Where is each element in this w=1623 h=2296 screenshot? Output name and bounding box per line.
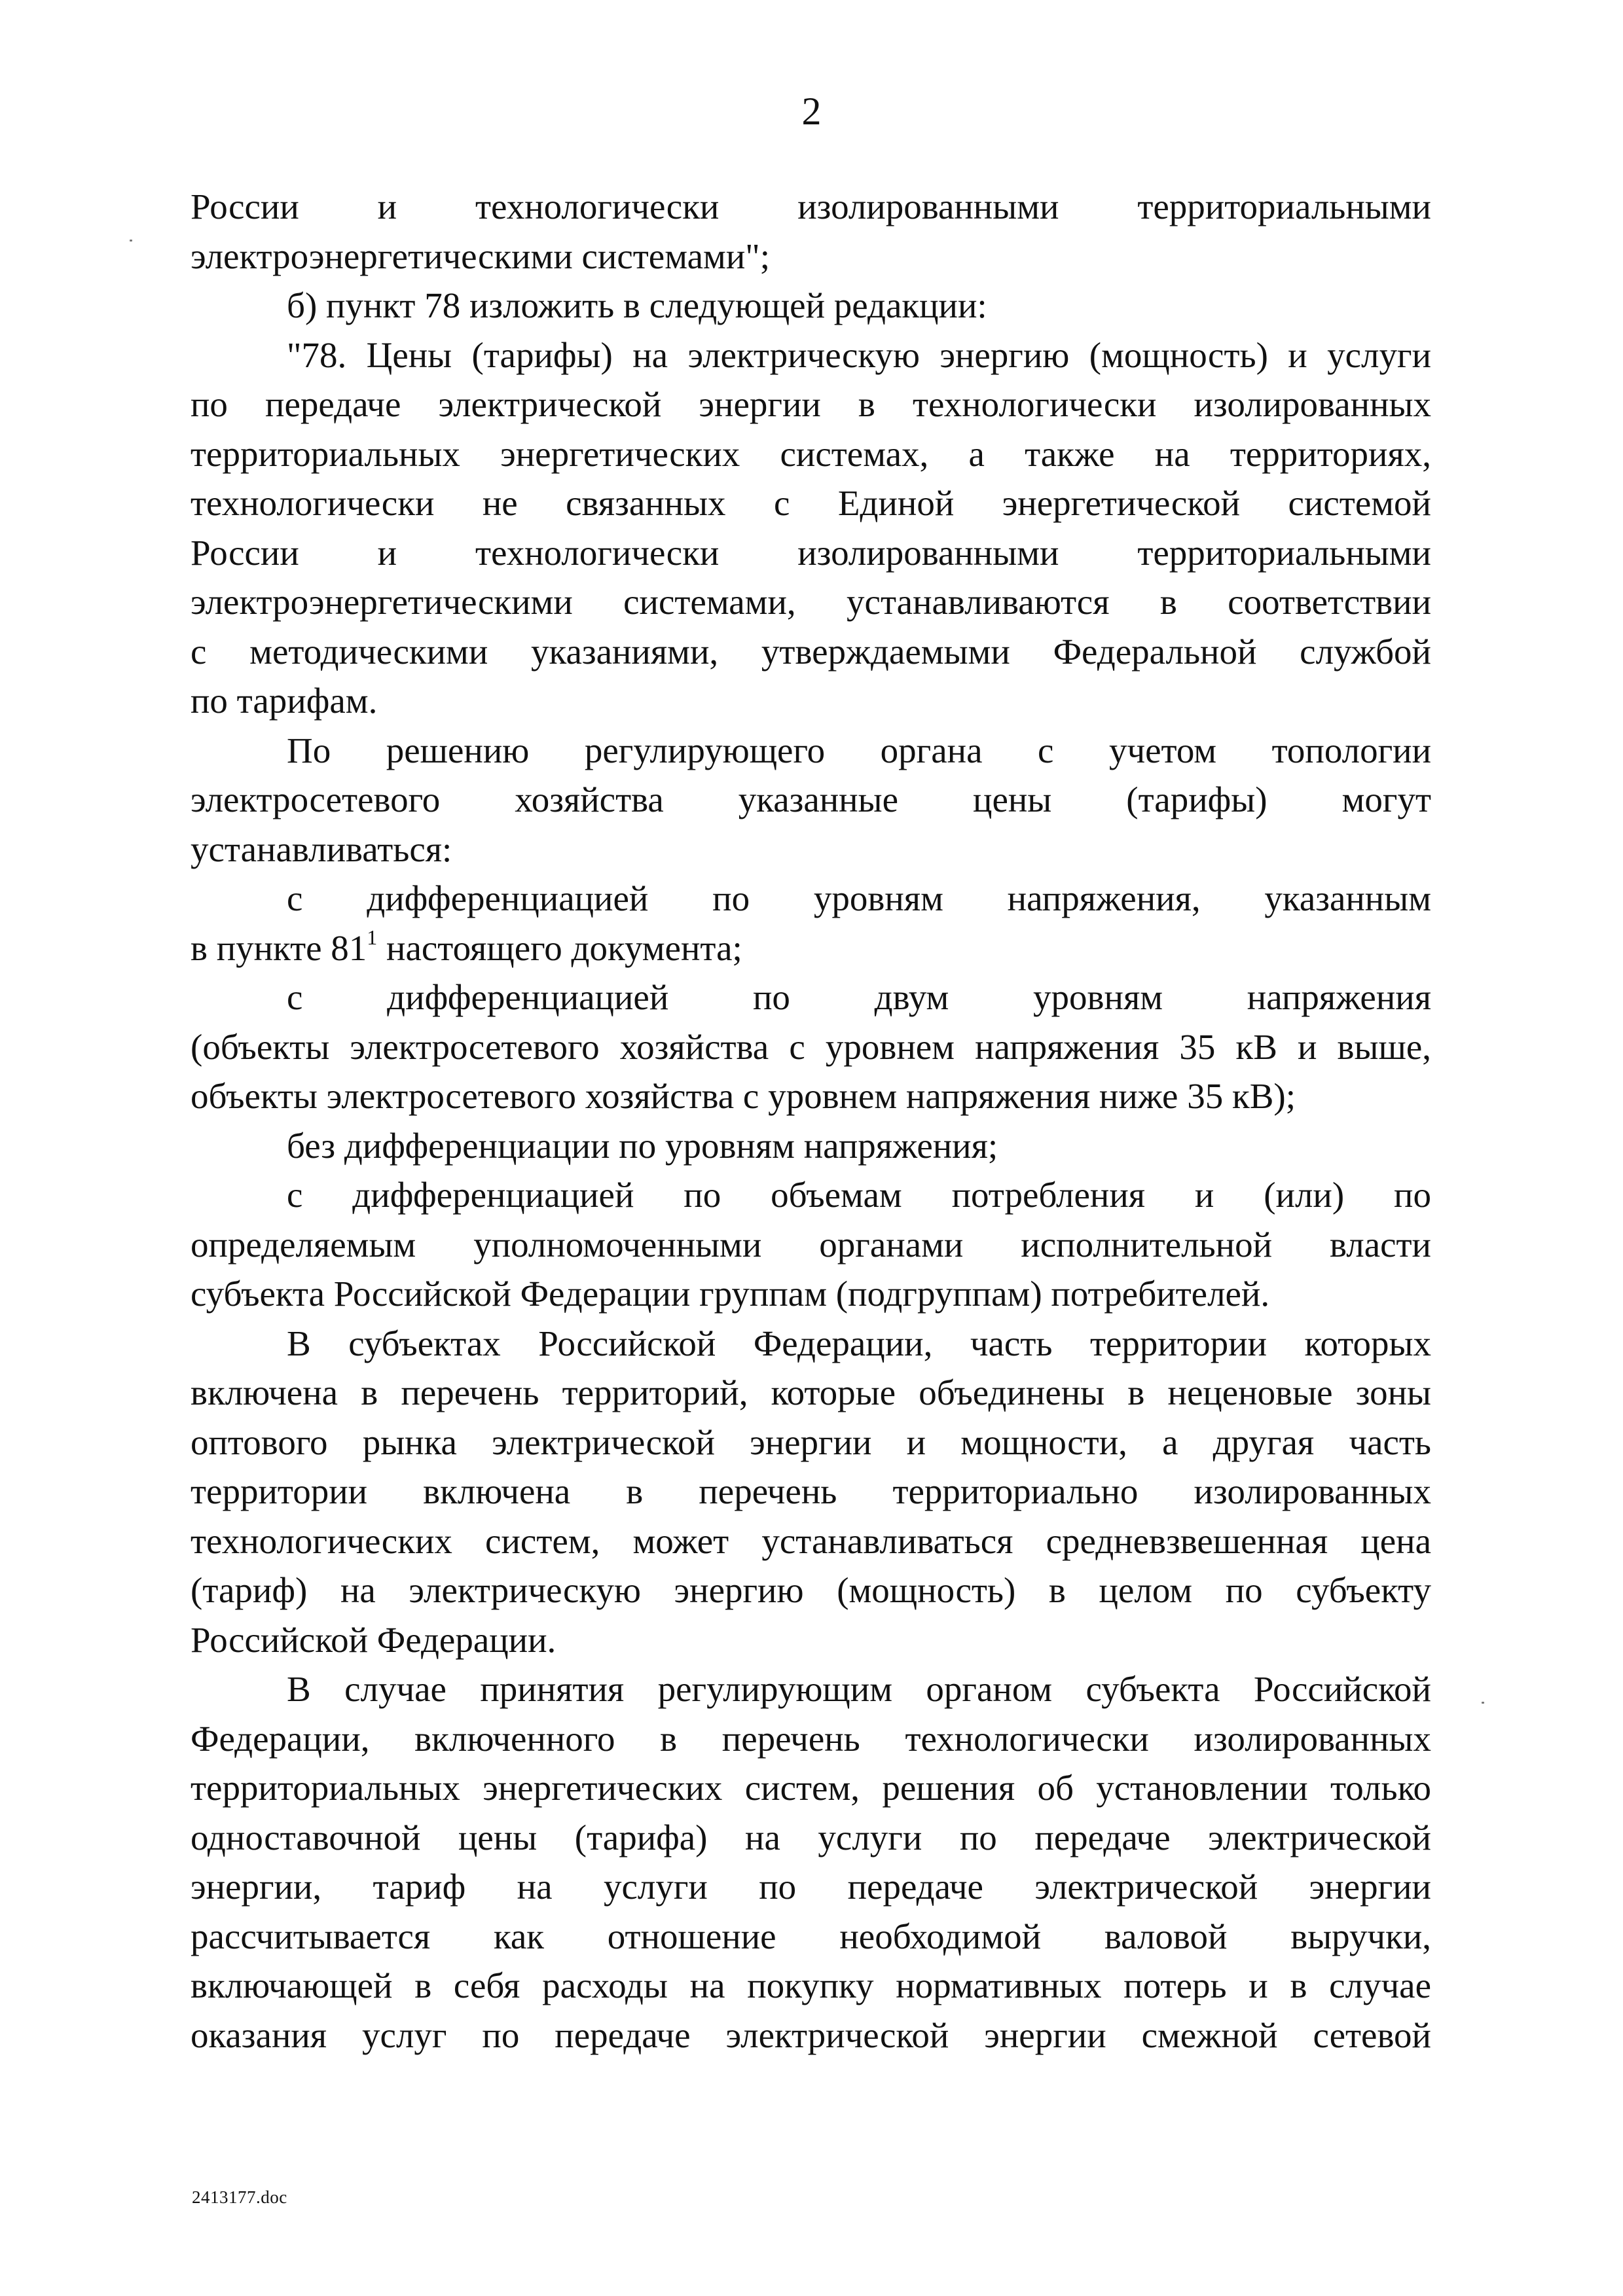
text-line-content: энергии, тариф на услуги по передаче электрической энергии (191, 1867, 1431, 1907)
text-line (191, 676, 1431, 726)
text-line (191, 1664, 1431, 1714)
text-line-content: технологических систем, может устанавливаться средневзвешенная цена (191, 1520, 1431, 1561)
text-line-continuation: настоящего документа; (377, 927, 742, 968)
text-line (191, 726, 1431, 776)
text-line (191, 775, 1431, 825)
text-line (191, 528, 1431, 578)
text-line (191, 1220, 1431, 1270)
text-line-content: В субъектах Российской Федерации, часть территории которых (287, 1323, 1431, 1363)
text-line (191, 1319, 1431, 1369)
text-line (191, 1813, 1431, 1863)
document-body (191, 182, 1431, 2060)
text-line (191, 478, 1431, 528)
text-line-content: "78. Цены (тарифы) на электрическую энергию (мощность) и услуги (287, 334, 1431, 375)
text-line-content: России и технологически изолированными территориальными (191, 187, 1431, 226)
text-line-content: включена в перечень территорий, которые объединены в неценовые зоны (191, 1372, 1431, 1412)
document-filename: 2413177.doc (192, 2187, 287, 2207)
text-line (191, 1269, 1431, 1319)
text-line (191, 2011, 1431, 2060)
text-line-content: одноставочной цены (тарифа) на услуги по передаче электрической (191, 1817, 1431, 1857)
text-line-content: с дифференциацией по двум уровням напряжения (287, 977, 1431, 1017)
scan-speck (130, 240, 132, 242)
text-line-content: с дифференциацией по уровням напряжения, указанным (287, 878, 1431, 918)
text-line (191, 1467, 1431, 1516)
text-line-content: электросетевого хозяйства указанные цены (тарифы) могут (191, 780, 1431, 819)
text-line (191, 1566, 1431, 1615)
text-line-content: технологически не связанных с Единой энергетической системой (191, 483, 1431, 523)
superscript: 1 (367, 925, 378, 949)
text-line-content: оптового рынка электрической энергии и мощности, а другая часть (191, 1422, 1431, 1462)
text-line (191, 1418, 1431, 1467)
text-line-content: в пункте 81 (191, 927, 367, 968)
text-line (191, 825, 1431, 874)
text-line-content: определяемым уполномоченными органами исполнительной власти (191, 1224, 1431, 1265)
text-line (191, 1022, 1431, 1072)
text-line-content: б) пункт 78 изложить в следующей редакции: (287, 285, 987, 325)
text-line-content: Российской Федерации. (191, 1619, 556, 1660)
text-line (191, 232, 1431, 281)
text-line (191, 627, 1431, 677)
text-line (191, 924, 1431, 973)
text-line (191, 380, 1431, 429)
text-line-content: электроэнергетическими системами"; (191, 236, 771, 276)
text-line-content: территориальных энергетических систем, решения об установлении только (191, 1768, 1431, 1808)
text-line-content: (тариф) на электрическую энергию (мощность) в целом по субъекту (191, 1570, 1431, 1610)
text-line-content: по передаче электрической энергии в технологически изолированных (191, 384, 1431, 424)
text-line-content: Федерации, включенного в перечень технологически изолированных (191, 1718, 1431, 1759)
text-line (191, 1071, 1431, 1121)
text-line-content: В случае принятия регулирующим органом субъекта Российской (287, 1669, 1431, 1709)
page-number: 2 (801, 90, 822, 133)
text-line (191, 429, 1431, 479)
text-line-content: рассчитывается как отношение необходимой валовой выручки, (191, 1916, 1431, 1956)
text-line-content: территории включена в перечень территориально изолированных (191, 1471, 1431, 1511)
text-line (191, 1714, 1431, 1764)
text-line-content: устанавливаться: (191, 829, 452, 869)
text-line-content: оказания услуг по передаче электрической энергии смежной сетевой (191, 2015, 1431, 2055)
text-line-content: по тарифам. (191, 681, 378, 721)
text-line (191, 331, 1431, 380)
text-line-content: с методическими указаниями, утверждаемыми Федеральной службой (191, 631, 1431, 672)
text-line-content: По решению регулирующего органа с учетом топологии (287, 730, 1431, 770)
text-line (191, 1763, 1431, 1813)
text-line-content: (объекты электросетевого хозяйства с уровнем напряжения 35 кВ и выше, (191, 1026, 1431, 1067)
text-line (191, 281, 1431, 331)
text-line-content: объекты электросетевого хозяйства с уровнем напряжения ниже 35 кВ); (191, 1076, 1296, 1116)
scan-speck (1482, 1702, 1484, 1704)
text-line (191, 973, 1431, 1022)
text-line-content: России и технологически изолированными территориальными (191, 532, 1431, 573)
text-line (191, 1961, 1431, 2011)
text-line-content: территориальных энергетических системах, а также на территориях, (191, 433, 1431, 474)
text-line-content: включающей в себя расходы на покупку нормативных потерь и в случае (191, 1965, 1431, 2005)
text-line (191, 1368, 1431, 1418)
text-line (191, 182, 1431, 232)
text-line (191, 1516, 1431, 1566)
text-line (191, 1170, 1431, 1220)
text-line-content: без дифференциации по уровням напряжения; (287, 1125, 998, 1166)
text-line (191, 1615, 1431, 1665)
text-line (191, 577, 1431, 627)
text-line-content: субъекта Российской Федерации группам (подгруппам) потребителей. (191, 1274, 1270, 1314)
text-line-content: электроэнергетическими системами, устанавливаются в соответствии (191, 582, 1431, 622)
text-line (191, 1862, 1431, 1912)
text-line (191, 1121, 1431, 1171)
text-line (191, 874, 1431, 924)
text-line-content: с дифференциацией по объемам потребления и (или) по (287, 1175, 1431, 1215)
text-line (191, 1912, 1431, 1962)
